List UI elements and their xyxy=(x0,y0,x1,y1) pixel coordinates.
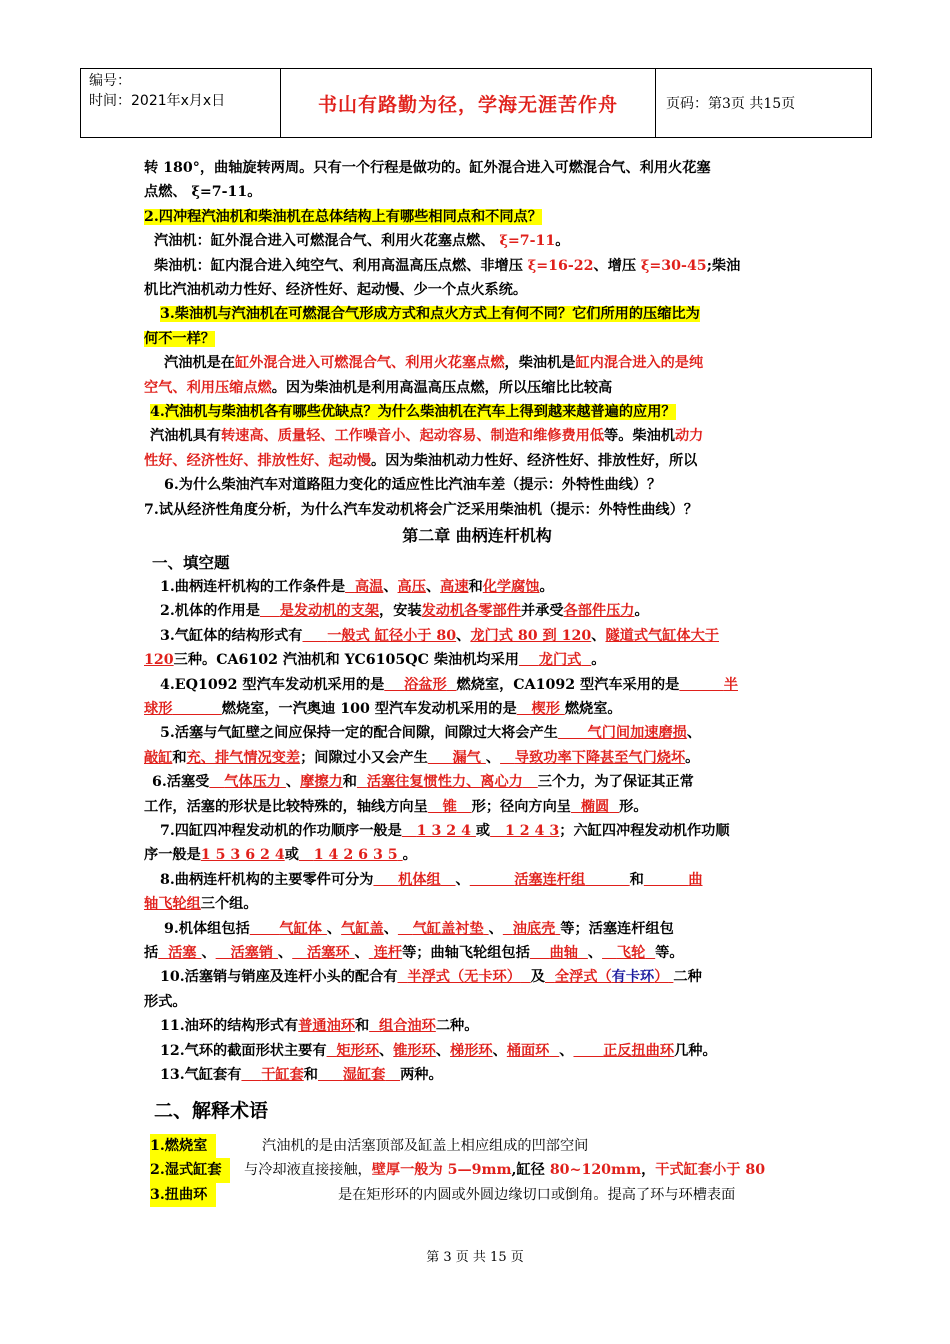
fill-7-cont: 序一般是1 5 3 6 2 4或 1 4 2 6 3 5 。 xyxy=(144,847,417,864)
question-3: 3.柴油机与汽油机在可燃混合气形成方式和点火方式上有何不同？它们所用的压缩比为 xyxy=(160,306,700,323)
question-4: 4.汽油机与柴油机各有哪些优缺点？为什么柴油机在汽车上得到越来越普遍的应用？ xyxy=(150,404,676,421)
term-2: 2.湿式缸套 与冷却液直接接触，壁厚一般为 5—9mm,缸径 80~120mm，干式缸套小于 80 xyxy=(144,1158,810,1182)
fill-5-cont: 敲缸和充、排气情况变差；间隙过小又会产生 漏气 、 导致功率下降甚至气门烧坏。 xyxy=(144,749,700,766)
term-1: 1.燃烧室 汽油机的是由活塞顶部及缸盖上相应组成的凹部空间 xyxy=(144,1134,810,1158)
question-7: 7.试从经济性角度分析，为什么汽车发动机将会广泛采用柴油机（提示：外特性曲线）？ xyxy=(144,501,698,518)
fill-3-cont: 120三种。CA6102 汽油机和 YC6105QC 柴油机均采用 龙门式 。 xyxy=(144,652,606,669)
question-6: 6.为什么柴油汽车对道路阻力变化的适应性比汽油车差（提示：外特性曲线）？ xyxy=(164,477,662,494)
answer-3: 汽油机是在缸外混合进入可燃混合气、利用火花塞点燃，柴油机是缸内混合进入的是纯 xyxy=(164,355,704,372)
fill-9: 9.机体组包括 气缸体 、气缸盖、 气缸盖衬垫 、 油底壳 等；活塞连杆组包 xyxy=(164,920,674,937)
fill-10: 10.活塞销与销座及连杆小头的配合有 半浮式（无卡环） 及 全浮式（有卡环） 二种 xyxy=(160,969,702,986)
fill-5: 5.活塞与气缸壁之间应保持一定的配合间隙，间隙过大将会产生 气门间加速磨损、 xyxy=(160,725,702,742)
section-terms: 二、解释术语 xyxy=(154,1100,269,1123)
question-3-cont: 何不一样？ xyxy=(144,330,215,347)
answer-2-diesel: 柴油机：缸内混合进入纯空气、利用高温高压点燃、非增压 ξ=16-22、增压 ξ=30-45;柴油 xyxy=(154,257,741,274)
header-motto: 书山有路勤为径，学海无涯苦作舟 xyxy=(281,69,656,137)
fill-11: 11.油环的结构形式有普通油环和 组合油环二种。 xyxy=(160,1018,479,1035)
fill-9-cont: 括 活塞 、 活塞销 、 活塞环 、 连杆等；曲轴飞轮组包括 曲轴 、 飞轮 等。 xyxy=(144,945,684,961)
text-line: 机比汽油机动力性好、经济性好、起动慢、少一个点火系统。 xyxy=(144,282,528,299)
fill-1: 1.曲柄连杆机构的工作条件是 高温、高压、高速和化学腐蚀。 xyxy=(160,578,554,595)
answer-2-gas: 汽油机：缸外混合进入可燃混合气、利用火花塞点燃、 ξ=7-11。 xyxy=(154,233,570,250)
fill-10-cont: 形式。 xyxy=(144,993,187,1010)
date-label: 时间：2021年x月x日 xyxy=(89,93,226,109)
fill-13: 13.气缸套有 干缸套和 湿缸套 两种。 xyxy=(160,1067,443,1084)
section-fill-blank: 一、填空题 xyxy=(152,552,230,572)
fill-2: 2.机体的作用是 是发动机的支架，安装发动机各零部件并承受各部件压力。 xyxy=(160,603,649,620)
fill-7: 7.四缸四冲程发动机的作功顺序一般是 1 3 2 4 或 1 2 4 3；六缸四冲程发动机作功顺 xyxy=(160,822,730,839)
answer-4: 汽油机具有转速高、质量轻、工作噪音小、起动容易、制造和维修费用低等。柴油机动力 xyxy=(150,428,704,445)
header-meta-cell xyxy=(81,69,281,137)
fill-12: 12.气环的截面形状主要有 矩形环、锥形环、梯形环、桶面环 、 正反扭曲环几种。 xyxy=(160,1042,717,1059)
page-header-table xyxy=(80,68,872,138)
page-footer: 第 3 页 共 15 页 xyxy=(426,1250,524,1265)
document-body xyxy=(144,156,810,1207)
number-label: 编号： xyxy=(89,73,131,89)
question-2: 2.四冲程汽油机和柴油机在总体结构上有哪些相同点和不同点？ xyxy=(144,208,542,225)
term-3: 3.扭曲环 是在矩形环的内圆或外圆边缘切口或倒角。提高了环与环槽表面 xyxy=(144,1183,810,1207)
fill-4-cont: 球形 燃烧室，一汽奥迪 100 型汽车发动机采用的是 楔形 燃烧室。 xyxy=(144,700,622,717)
fill-8: 8.曲柄连杆机构的主要零件可分为 机体组 、 活塞连杆组 和 曲 xyxy=(160,871,703,888)
fill-8-cont: 轴飞轮组三个组。 xyxy=(144,896,258,913)
fill-6-cont: 工作，活塞的形状是比较特殊的，轴线方向呈 锥 形；径向方向呈 椭圆 形。 xyxy=(144,798,648,815)
text-line: 点燃、 ξ=7-11。 xyxy=(144,184,262,201)
answer-4-cont: 性好、经济性好、排放性好、起动慢。因为柴油机动力性好、经济性好、排放性好，所以 xyxy=(144,452,698,469)
text-line: 转 180°，曲轴旋转两周。只有一个行程是做功的。缸外混合进入可燃混合气、利用火花塞 xyxy=(144,160,711,176)
fill-4: 4.EQ1092 型汽车发动机采用的是 浴盆形 燃烧室，CA1092 型汽车采用的是 半 xyxy=(160,676,738,693)
header-page-info: 页码：第3页 共15页 xyxy=(666,96,796,112)
fill-3: 3.气缸体的结构形式有 一般式 缸径小于 80、龙门式 80 到 120、隧道式气缸体大于 xyxy=(160,627,719,644)
fill-6: 6.活塞受 气体压力 、摩擦力和 活塞往复惯性力、离心力 三个力，为了保证其正常 xyxy=(152,774,694,791)
answer-3-cont: 空气、利用压缩点燃。因为柴油机是利用高温高压点燃，所以压缩比比较高 xyxy=(144,379,613,396)
chapter-title: 第二章 曲柄连杆机构 xyxy=(402,526,552,546)
